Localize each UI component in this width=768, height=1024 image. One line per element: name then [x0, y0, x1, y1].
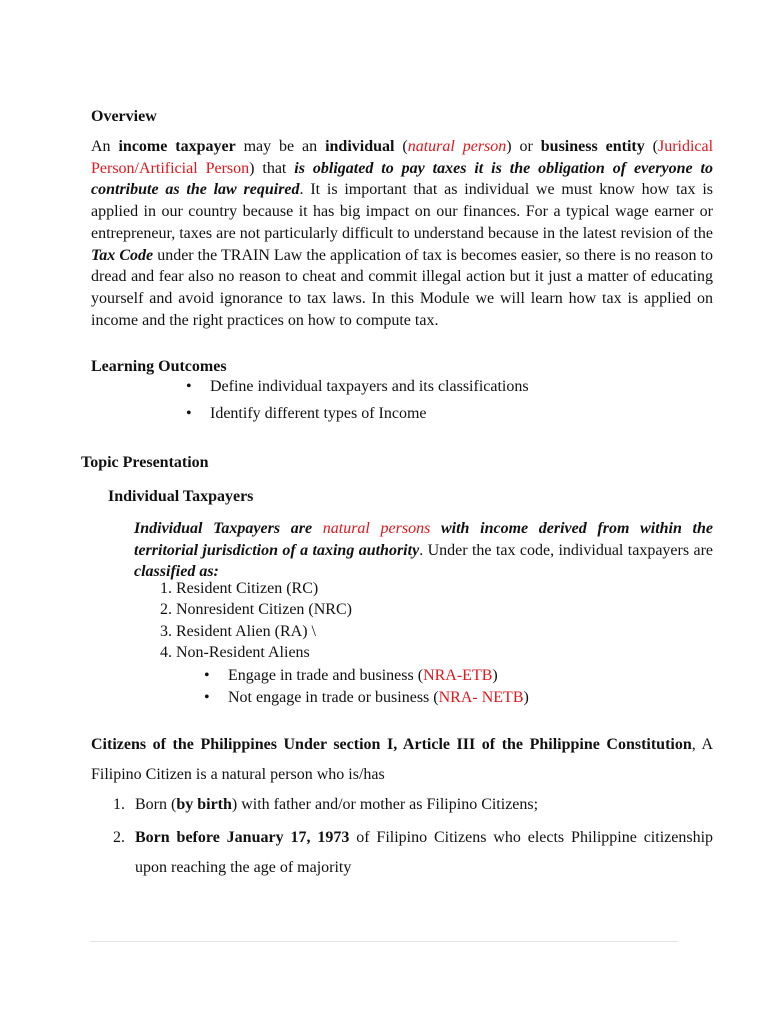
term-juridical-person: Juridical Person/Artificial Person — [91, 138, 714, 177]
list-item: 3. Resident Alien (RA) \ — [160, 622, 316, 640]
term-classified-as: classified as: — [134, 563, 219, 580]
citizens-lead: Citizens of the Philippines Under section I, Article III of the Philippine Constitution — [91, 736, 692, 753]
intro-text: under the TRAIN Law the application of tax is becomes easier, so there is no reason to dread and fear also no reason to cheat and commit illegal action but it just a matter of educating yourself and avoid ignorance to tax laws. In this Module we will learn how tax is applied on income and the right practices on how to compute tax. — [91, 246, 713, 329]
list-item: 1. Resident Citizen (RC) — [160, 580, 319, 597]
nra-close: ) — [492, 667, 498, 684]
list-item — [204, 665, 529, 687]
intro-text: ( — [394, 138, 408, 155]
item-text: Born ( — [135, 796, 177, 813]
item-text: ) with father and/or mother as Filipino Citizens; — [231, 796, 539, 813]
term-natural-person: natural person — [407, 138, 507, 155]
list-item: • Define individual taxpayers and its classifications — [186, 377, 529, 396]
intro-text: An — [91, 138, 119, 155]
term-natural-persons: natural persons — [322, 520, 431, 537]
intro-text: ) or — [506, 138, 541, 155]
topic-presentation-heading: Topic Presentation — [81, 454, 209, 471]
citizen-criteria-list — [113, 790, 713, 886]
intro-text: . It is important that as individual we must know how tax is applied in our country because it has big impact on our finances. For a typical wage earner or entrepreneur, taxes are not particularly difficult to understand because in the latest revision of the — [91, 181, 713, 242]
individual-taxpayers-heading: Individual Taxpayers — [108, 488, 254, 505]
nra-close: ) — [523, 689, 529, 706]
list-item — [113, 823, 713, 883]
footer-divider — [90, 941, 678, 942]
citizens-paragraph — [91, 730, 713, 789]
nra-text: Engage in trade and business ( — [228, 667, 424, 684]
overview-heading: Overview — [91, 108, 157, 125]
list-item — [204, 687, 529, 709]
def-text: with income derived from within the territorial jurisdiction of a taxing authority — [134, 520, 714, 559]
def-text: . Under the tax code, individual taxpayers are — [419, 541, 714, 559]
def-text: Individual Taxpayers are — [134, 520, 323, 537]
item-emphasis: by birth — [176, 796, 232, 813]
citizens-text: , A Filipino Citizen is a natural person who is/has — [91, 736, 714, 783]
list-number: 1. — [113, 796, 125, 813]
term-income-taxpayer: income taxpayer — [118, 138, 236, 155]
list-item: 2. Nonresident Citizen (NRC) — [160, 601, 352, 619]
list-item — [113, 790, 713, 820]
intro-text: ( — [644, 138, 658, 155]
nra-text: Not engage in trade or business ( — [228, 689, 439, 706]
item-emphasis: Born before January 17, 1973 — [135, 829, 350, 846]
term-tax-code: Tax Code — [91, 246, 154, 264]
term-individual: individual — [325, 138, 395, 155]
taxpayer-classes-list — [134, 578, 352, 663]
list-item: 4. Non-Resident Aliens — [160, 643, 310, 661]
list-number: 2. — [113, 829, 125, 846]
intro-text: ) that — [249, 159, 295, 177]
learning-outcomes-heading: Learning Outcomes — [91, 358, 227, 375]
item-text: of Filipino Citizens who elects Philippine citizenship upon reaching the age of majority — [135, 829, 714, 876]
individual-taxpayers-definition — [134, 518, 713, 583]
list-item: • Identify different types of Income — [186, 404, 529, 423]
nra-code: NRA-ETB — [423, 667, 493, 684]
term-business-entity: business entity — [540, 138, 645, 155]
nra-code: NRA- NETB — [438, 689, 524, 706]
learning-outcomes-list — [186, 377, 529, 431]
overview-paragraph — [91, 136, 713, 331]
obligation-emphasis: is obligated to pay taxes it is the obligation of everyone to contribute as the law required — [91, 159, 713, 199]
intro-text: may be an — [235, 138, 326, 155]
non-resident-aliens-list — [204, 665, 529, 709]
